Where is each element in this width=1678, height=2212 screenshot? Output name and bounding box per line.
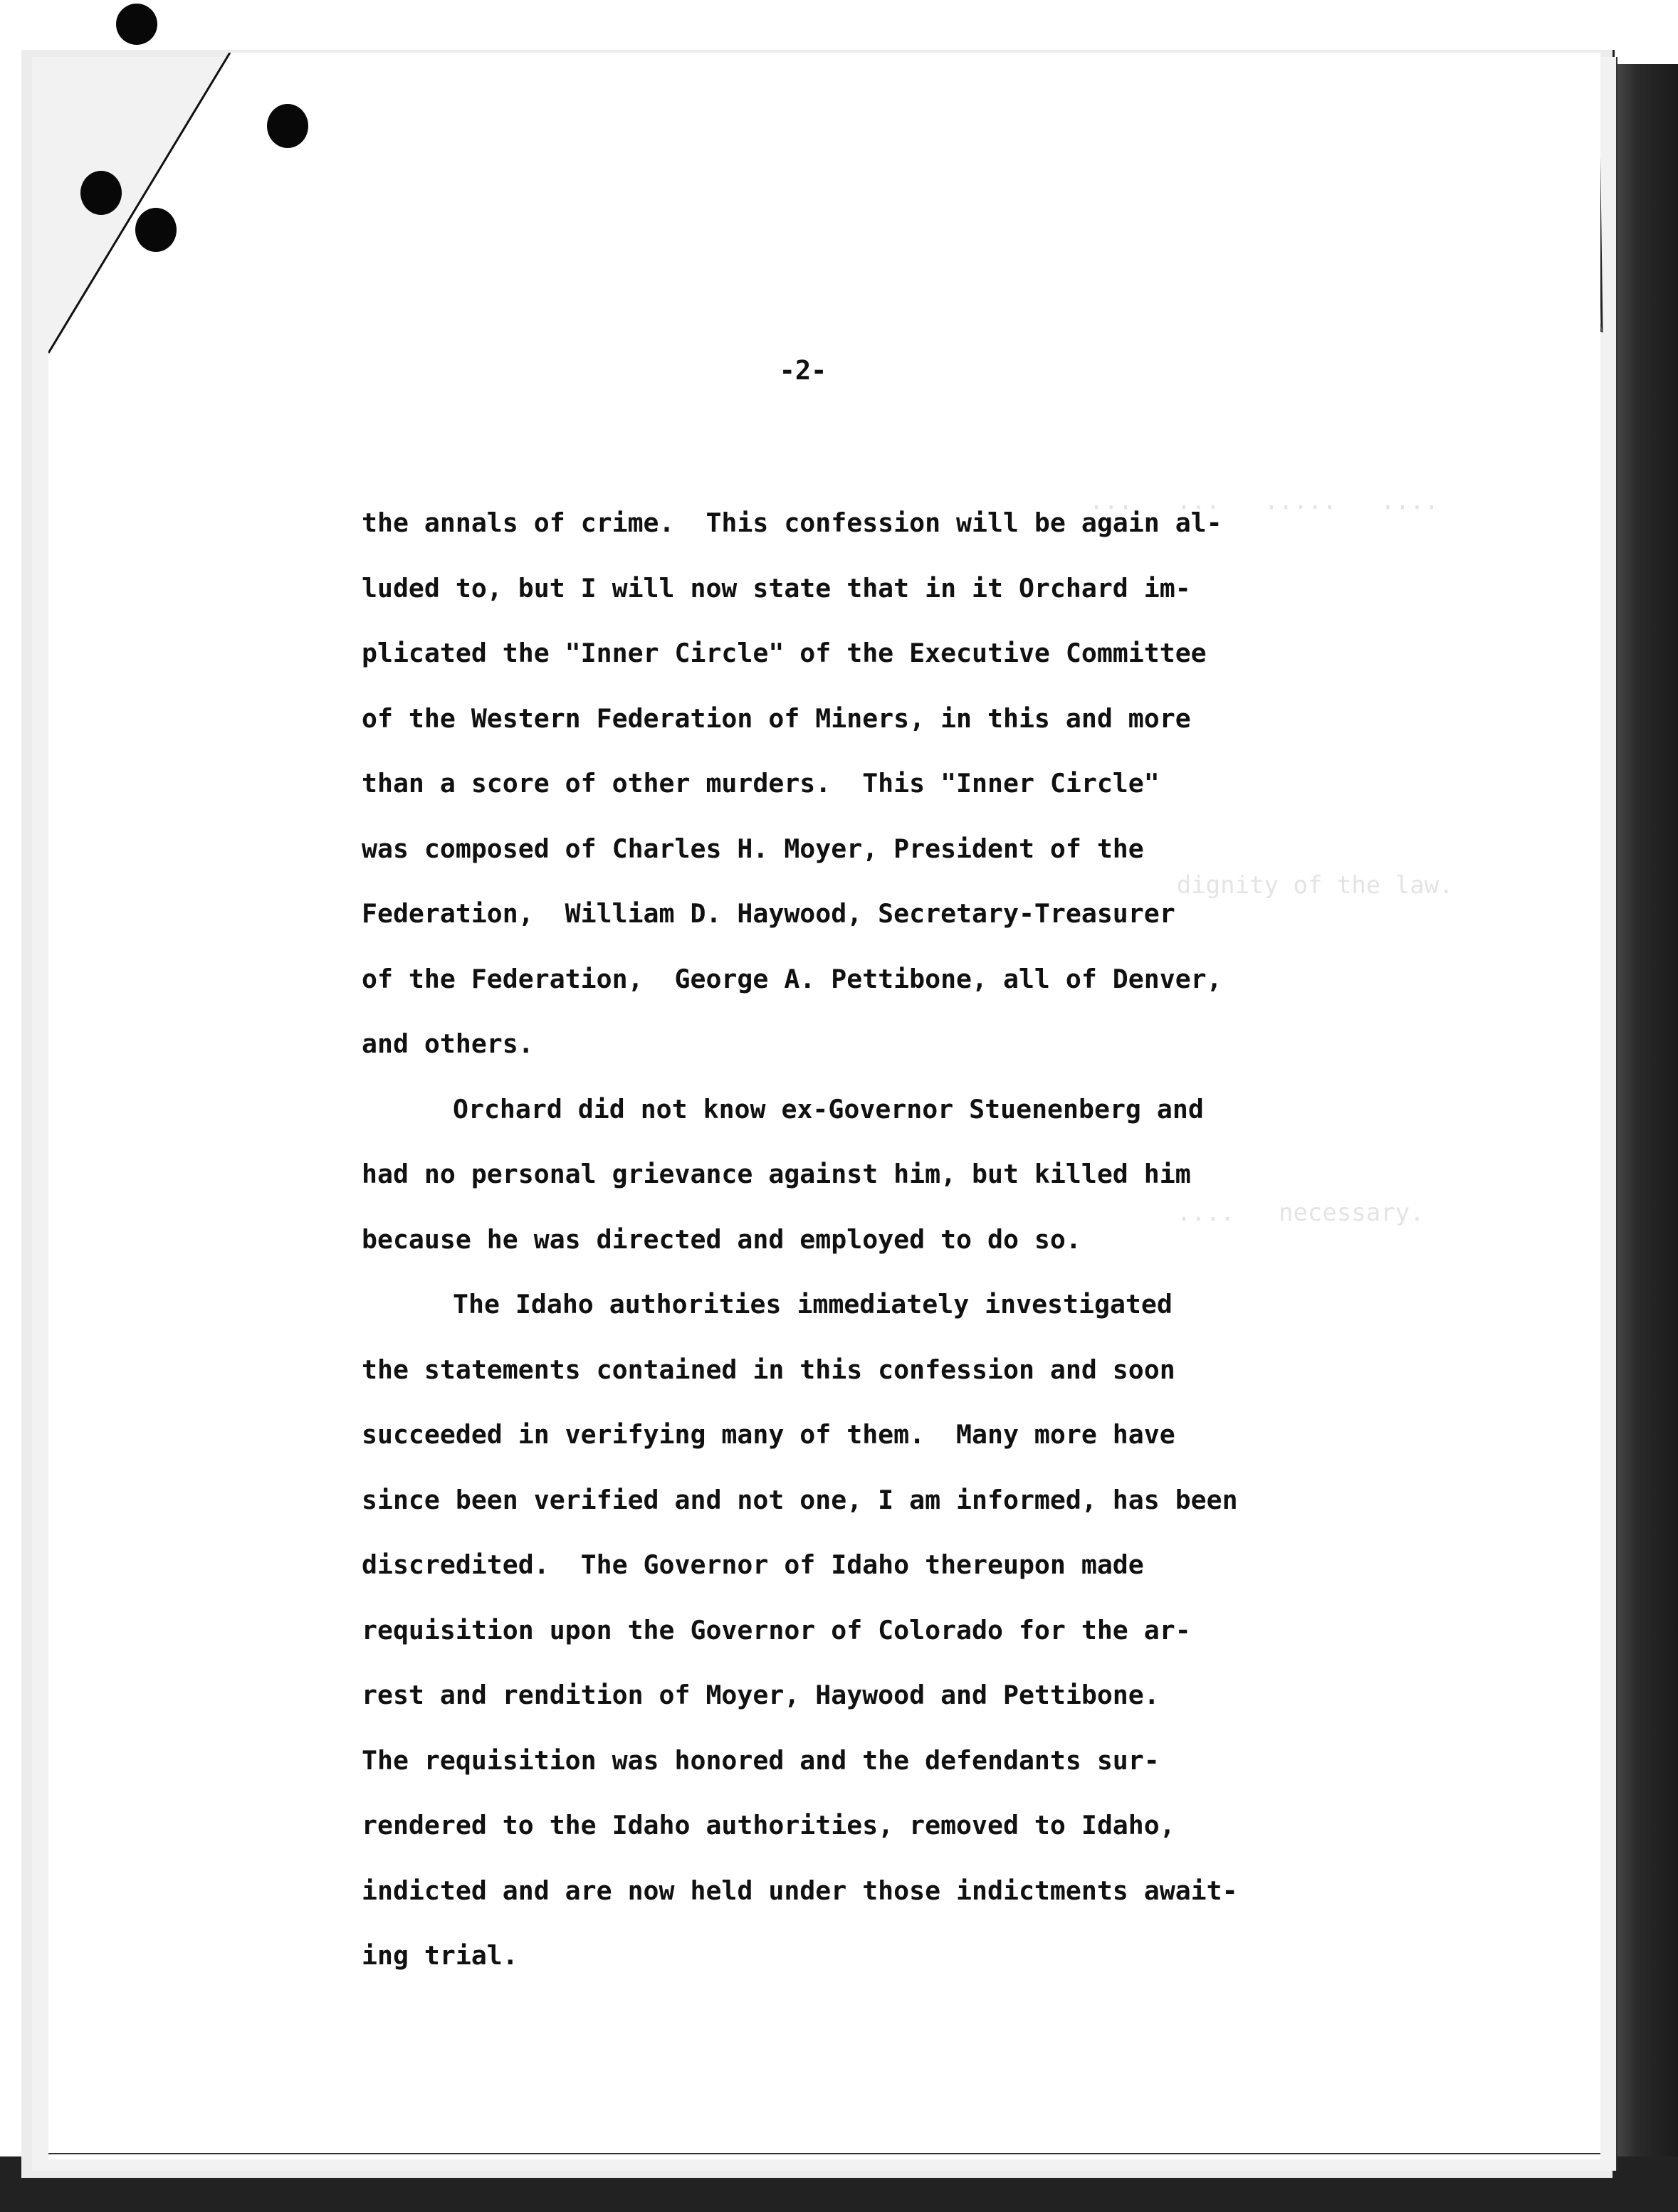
text-line: requisition upon the Governor of Colorado for the ar- (362, 1614, 1191, 1645)
text-line: Federation, William D. Haywood, Secretary-Treasurer (362, 898, 1175, 929)
text-line: The requisition was honored and the defendants sur- (362, 1744, 1160, 1776)
page-number: -2- (779, 355, 827, 386)
text-line: plicated the "Inner Circle" of the Executive Committee (362, 638, 1207, 668)
text-line: had no personal grievance against him, but killed him (362, 1159, 1191, 1189)
text-line: discredited. The Governor of Idaho thereupon made (362, 1549, 1144, 1580)
text-line: rest and rendition of Moyer, Haywood and Pettibone. (362, 1680, 1160, 1710)
text-line: luded to, but I will now state that in it Orchard im- (362, 572, 1191, 604)
text-line: the statements contained in this confession and soon (362, 1354, 1175, 1385)
punch-hole (116, 4, 157, 45)
text-line: since been verified and not one, I am informed, has been (362, 1484, 1238, 1515)
document-page (48, 53, 1600, 2159)
text-line: ing trial. (362, 1940, 518, 1971)
text-line: Orchard did not know ex-Governor Stuenenberg and (453, 1093, 1204, 1125)
text-line: the annals of crime. This confession will be again al- (362, 507, 1222, 538)
text-line: succeeded in verifying many of them. Many more have (362, 1419, 1175, 1450)
text-line: indicted and are now held under those indictments await- (362, 1875, 1238, 1906)
text-line: was composed of Charles H. Moyer, President of the (362, 833, 1144, 864)
text-line: The Idaho authorities immediately investigated (453, 1289, 1173, 1320)
bleed-through-text: ... ... ..... .... (1031, 487, 1440, 515)
punch-hole (80, 171, 122, 215)
text-line: of the Federation, George A. Pettibone, all of Denver, (362, 963, 1222, 994)
text-line: than a score of other murders. This "Inner Circle" (362, 768, 1160, 799)
bleed-through-text: .... necessary. (1031, 1199, 1425, 1227)
bleed-through-text: dignity of the law. (1031, 871, 1454, 900)
punch-hole (135, 208, 177, 252)
text-line: because he was directed and employed to do so. (362, 1223, 1081, 1255)
text-line: and others. (362, 1028, 534, 1059)
text-line: rendered to the Idaho authorities, removed to Idaho, (362, 1810, 1175, 1840)
text-line: of the Western Federation of Miners, in this and more (362, 702, 1191, 734)
punch-hole (267, 104, 308, 148)
document-body (362, 490, 1515, 1989)
